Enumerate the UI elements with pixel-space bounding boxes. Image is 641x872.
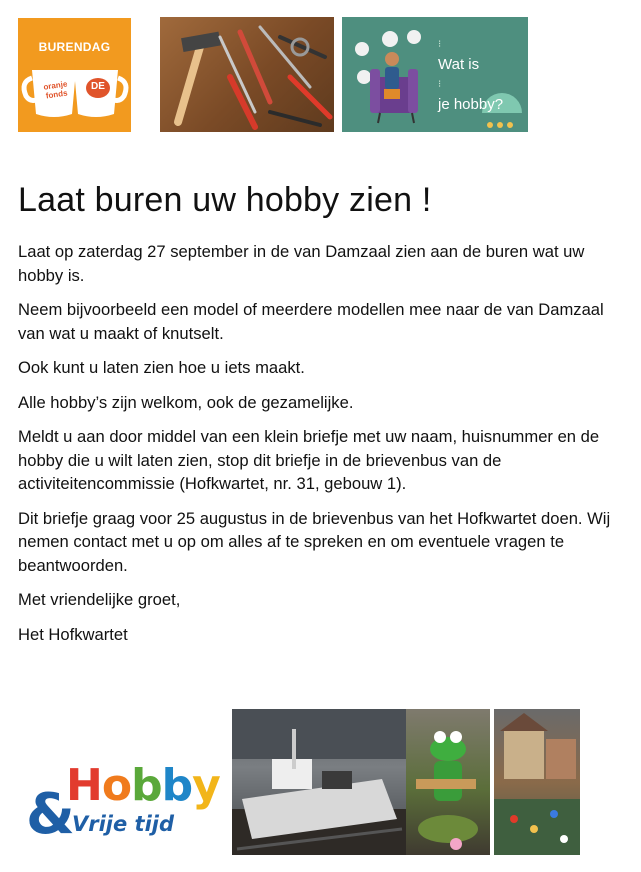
logo-subtitle: Vrije tijd [72,812,175,836]
mug-left-text: oranje fonds [42,79,69,101]
hobby-vrije-tijd-logo [26,760,226,850]
kermit-model-photo [406,709,490,855]
paragraph-deadline: Dit briefje graag voor 25 augustus in de brievenbus van het Hofkwartet doen. Wij nemen contact met u op om alles af te spreken en om eventuele vragen te beantwoorden. [18,508,611,575]
hobby-question-illustration [342,17,528,132]
paragraph-greeting: Met vriendelijke groet, [18,590,181,609]
page-title: Laat buren uw hobby zien ! [18,181,432,219]
paragraph-welcome: Alle hobby’s zijn welkom, ook de gezamelijke. [18,392,354,412]
logo-ampersand: & [26,782,75,847]
village-model-photo [494,709,580,855]
logo-hobby-word [66,760,220,811]
kermit-icon [406,709,490,855]
logo-letter: y [192,760,220,811]
hobby-question-line2: je hobby? [438,96,504,113]
paragraph-signature: Het Hofkwartet [18,624,128,644]
ship-model-icon [232,709,406,855]
dots-icon: ⁝ [438,79,442,90]
hobby-question-line1: Wat is [438,56,480,73]
tools-icon [160,17,334,132]
paragraph-demo: Ook kunt u laten zien hoe u iets maakt. [18,358,305,377]
mug-right-text: DE [91,81,105,92]
hobby-question-text [438,35,503,115]
paragraph-signup: Meldt u aan door middel van een klein briefje met uw naam, huisnummer en de hobby die u wilt laten zien, stop dit briefje in de brievenbus van de activiteitencommissie (Hofkwartet, nr. 31, gebouw 1). [18,427,600,493]
dots-icon: ⁝ [438,39,442,50]
logo-letter: H [66,760,102,811]
mugs-icon [18,18,131,132]
logo-letter: b [131,760,162,811]
burendag-logo [18,18,131,132]
burendag-title: BURENDAG [38,40,111,54]
village-icon [494,709,580,855]
paragraph-date: Laat op zaterdag 27 september in de van Damzaal zien aan de buren wat uw hobby is. [18,242,585,285]
paragraph-models: Neem bijvoorbeeld een model of meerdere modellen mee naar de van Damzaal van wat u maakt of knutselt. [18,300,604,343]
ship-model-photo [232,709,406,855]
logo-letter: b [161,760,193,811]
logo-letter: o [101,760,132,811]
body-text [18,240,628,657]
tools-photo [160,17,334,132]
